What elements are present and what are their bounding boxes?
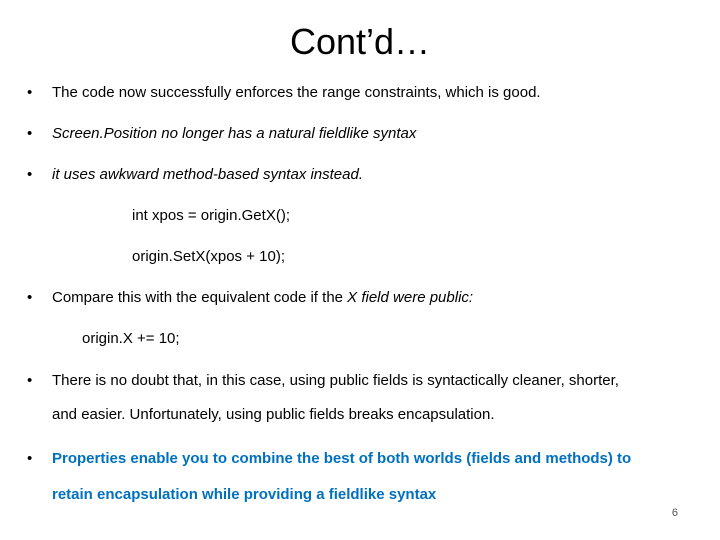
bullet-text-fieldlike-syntax: Screen.Position no longer has a natural fieldlike syntax xyxy=(52,125,417,142)
code-get-line: int xpos = origin.GetX(); xyxy=(132,207,290,224)
bullet-text-range-constraints: The code now successfully enforces the range constraints, which is good. xyxy=(52,84,541,101)
bullet-text-properties-line2: retain encapsulation while providing a fieldlike syntax xyxy=(52,486,437,503)
bullet-text-compare xyxy=(52,288,473,308)
bullet-text-method-syntax: it uses awkward method-based syntax instead. xyxy=(52,166,363,183)
bullet-text-public-fields-line2: and easier. Unfortunately, using public fields breaks encapsulation. xyxy=(52,406,495,423)
bullet-text-public-fields-line1: There is no doubt that, in this case, using public fields is syntactically cleaner, shorter, xyxy=(52,372,619,389)
bullet-text-properties-line1: Properties enable you to combine the best of both worlds (fields and methods) to xyxy=(52,450,632,467)
bullet-dot: • xyxy=(27,289,33,306)
bullet-dot: • xyxy=(27,450,33,467)
bullet-dot: • xyxy=(27,125,33,142)
compare-prefix: Compare this with the equivalent code if the xyxy=(52,289,348,306)
slide-title: Cont’d… xyxy=(289,21,431,62)
code-public-line: origin.X += 10; xyxy=(82,330,180,347)
code-set-line: origin.SetX(xpos + 10); xyxy=(132,248,285,265)
compare-italic: X field were public: xyxy=(347,289,474,306)
bullet-dot: • xyxy=(27,166,33,183)
bullet-dot: • xyxy=(27,372,33,389)
page-number: 6 xyxy=(671,507,678,519)
bullet-dot: • xyxy=(27,84,33,101)
